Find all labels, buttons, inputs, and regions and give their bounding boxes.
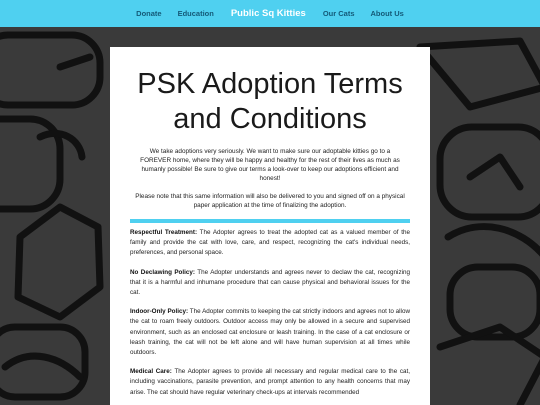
nav-link-donate[interactable]: Donate bbox=[136, 9, 162, 18]
nav-link-education[interactable]: Education bbox=[177, 9, 214, 18]
top-navbar bbox=[0, 0, 540, 27]
paper-application-note: Please note that this same information will also be delivered to you and signed off on a physical paper application at the time of finalizing the adoption. bbox=[135, 193, 405, 209]
term-heading: Indoor-Only Policy: bbox=[130, 308, 189, 316]
term-heading: Respectful Treatment: bbox=[130, 229, 198, 236]
term-indoor-only bbox=[130, 307, 410, 358]
term-heading: No Declawing Policy: bbox=[130, 268, 195, 276]
nav-link-about-us[interactable]: About Us bbox=[370, 9, 404, 18]
term-medical-care bbox=[130, 367, 410, 398]
term-respectful-treatment bbox=[130, 228, 410, 259]
term-no-declawing bbox=[130, 268, 410, 299]
term-body: The Adopter commits to keeping the cat strictly indoors and agrees not to allow the cat to roam freely outdoors. Outdoor access may only be allowed in a secure and supervised environment, such as an enclosed cat enclosure or leash training. In the case of a cat enclosure or leash training, the cat will not be left alone and will have human supervision at all times while outdoors. bbox=[130, 308, 410, 357]
intro-paragraph: We take adoptions very seriously. We want to make sure our adoptable kitties go to a FOREVER home, where they will be happy and healthy for the rest of their lives as much as humanly possible! Be sure to give our terms a look-over to keep our adoptions efficient and honest! bbox=[140, 148, 400, 182]
nav-brand-logo[interactable]: Public Sq Kitties bbox=[230, 8, 306, 19]
terms-content-card bbox=[110, 47, 430, 405]
section-divider bbox=[130, 219, 410, 223]
page-title: PSK Adoption Terms and Conditions bbox=[137, 68, 403, 135]
nav-link-our-cats[interactable]: Our Cats bbox=[322, 9, 355, 18]
term-body: The Adopter agrees to treat the adopted cat as a valued member of the family and provide the cat with love, care, and respect, recognizing the cat's individual needs, preferences, and personal space. bbox=[130, 229, 410, 257]
term-body: The Adopter agrees to provide all necessary and regular medical care to the cat, including vaccinations, parasite prevention, and prompt attention to any health concerns that may arise. The cat should have regular veterinary check-ups at intervals recommended bbox=[130, 368, 411, 396]
term-body: The Adopter understands and agrees never to declaw the cat, recognizing that it is a harmful and inhumane procedure that can cause physical and behavioral issues for the cat. bbox=[130, 268, 411, 297]
term-heading: Medical Care: bbox=[130, 368, 172, 376]
